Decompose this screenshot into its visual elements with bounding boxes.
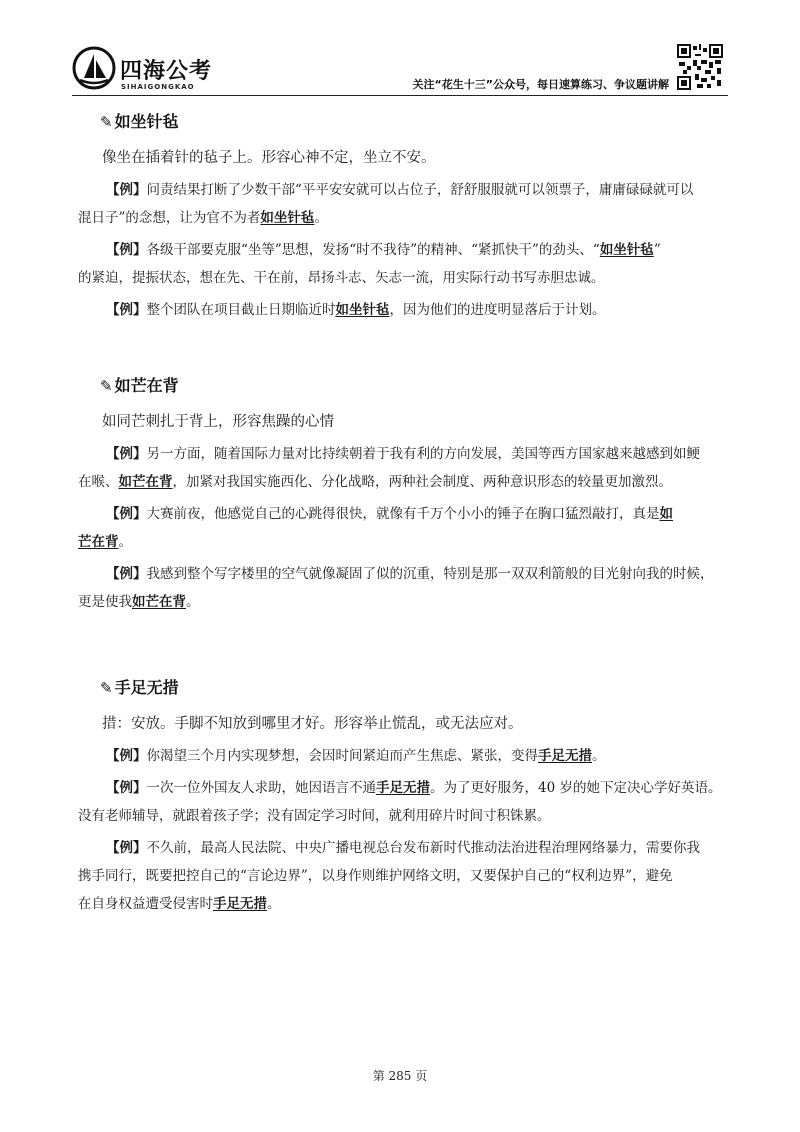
idiom-title: ✎ 手足无措: [100, 676, 728, 700]
idiom-highlight: 如坐针毡: [599, 242, 654, 258]
idiom-highlight: 如坐针毡: [335, 302, 390, 318]
brand-name-en: SIHAIGONGKAO: [121, 83, 195, 91]
logo-icon: [72, 46, 116, 90]
pencil-icon: ✎: [100, 113, 113, 131]
brand-name: 四海公考: [120, 59, 213, 84]
example-sentence: 【例】大赛前夜，他感觉自己的心跳得很快，就像有千万个小小的锤子在胸口猛烈敲打，真是如 芒在背。: [78, 506, 673, 550]
example-sentence: 【例】整个团队在项目截止日期临近时如坐针毡，因为他们的进度明显落后于计划。: [106, 302, 606, 318]
pencil-icon: ✎: [100, 377, 113, 395]
example-sentence: 【例】问责结果打断了少数干部“平平安安就可以占位子，舒舒服服就可以领票子，庸庸碌碌就可以 混日子”的念想，让为官不为者如坐针毡。: [78, 182, 694, 226]
idiom-highlight: 芒在背: [78, 534, 119, 550]
example-sentence: 【例】不久前，最高人民法院、中央广播电视总台发布新时代推动法治进程治理网络暴力，需要你我 携手同行，既要把控自己的“言论边界”，以身作则维护网络文明，又要保护自己的“权利边界”，避免 在自身权益遭受侵害时手足无措。: [78, 840, 700, 912]
idiom-entry: [78, 374, 728, 616]
page-header: [0, 0, 800, 100]
idiom-entry: [78, 110, 728, 324]
qr-code-icon[interactable]: [677, 44, 723, 90]
idiom-title: ✎ 如芒在背: [100, 374, 728, 398]
idiom-highlight: 如坐针毡: [260, 210, 315, 226]
idiom-highlight: 如芒在背: [132, 594, 186, 610]
idiom-meaning: 如同芒刺扎于背上，形容焦躁的心情: [102, 414, 334, 430]
page-number: 第 285 页: [372, 1069, 428, 1083]
example-sentence: 【例】一次一位外国友人求助，她因语言不通手足无措。为了更好服务，40 岁的她下定决心学好英语。 没有老师辅导，就跟着孩子学；没有固定学习时间，就利用碎片时间寸积铢累。: [78, 780, 722, 824]
idiom-highlight: 如: [659, 506, 673, 522]
pencil-icon: ✎: [100, 679, 113, 697]
idiom-meaning: 像坐在插着针的毡子上。形容心神不定，坐立不安。: [102, 150, 436, 166]
header-slogan: 关注“花生十三”公众号，每日速算练习、争议题讲解: [412, 78, 669, 91]
idiom-highlight: 手足无措: [538, 748, 592, 764]
example-sentence: 【例】我感到整个写字楼里的空气就像凝固了似的沉重，特别是那一双双利箭般的目光射向我的时候， 更是使我如芒在背。: [78, 566, 714, 610]
idiom-highlight: 手足无措: [213, 896, 267, 912]
idiom-entry: [78, 676, 728, 918]
idiom-highlight: 手足无措: [376, 780, 430, 796]
example-sentence: 【例】各级干部要克服“坐等”思想，发扬“时不我待”的精神、“紧抓快干”的劲头、“如坐针毡” 的紧迫，提振状态，想在先、干在前，昂扬斗志、矢志一流，用实际行动书写赤胆忠诚。: [78, 242, 661, 286]
header-divider: [72, 95, 728, 96]
idiom-meaning: 措：安放。手脚不知放到哪里才好。形容举止慌乱，或无法应对。: [102, 716, 523, 732]
example-sentence: 【例】你渴望三个月内实现梦想，会因时间紧迫而产生焦虑、紧张，变得手足无措。: [106, 748, 606, 764]
idiom-title: ✎ 如坐针毡: [100, 110, 728, 134]
idiom-highlight: 如芒在背: [118, 474, 173, 490]
example-sentence: 【例】另一方面，随着国际力量对比持续朝着于我有利的方向发展，美国等西方国家越来越感到如鲠 在喉、如芒在背，加紧对我国实施西化、分化战略，两种社会制度、两种意识形态的较量更加激烈。: [78, 446, 700, 490]
